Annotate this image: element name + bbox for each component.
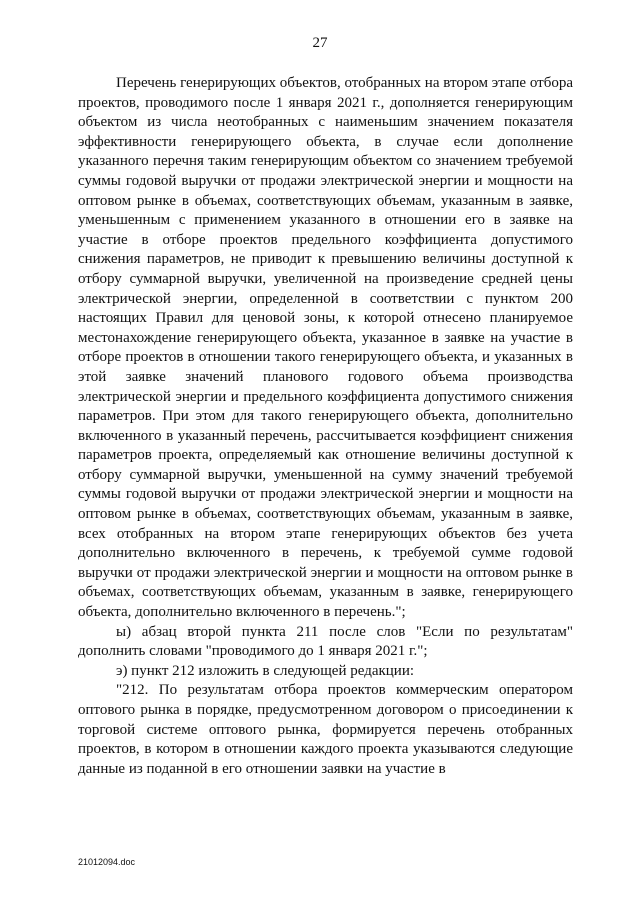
paragraph-point-212: "212. По результатам отбора проектов коммерческим оператором оптового рынка в порядке, предусмотренном договором о присоединении к торговой системе оптового рынка, формируется перечень отобранных проектов, в котором в отношении каждого проекта указываются следующие данные из поданной в его отношении заявки на участие в (78, 682, 573, 777)
footer-file-name: 21012094.doc (78, 857, 136, 867)
paragraph-item-y: ы) абзац второй пункта 211 после слов "Если по результатам" дополнить словами "проводимого до 1 января 2021 г."; (78, 623, 573, 660)
page-number: 27 (312, 35, 328, 51)
paragraph-item-e: э) пункт 212 изложить в следующей редакции: (116, 662, 415, 679)
paragraph-generating-objects-list: Перечень генерирующих объектов, отобранных на втором этапе отбора проектов, проводимого после 1 января 2021 г., дополняется генерирующим объектом из числа неотобранных с наименьшим значением показателя эффективности генерирующего объекта, в случае если дополнение указанного перечня таким генерирующим объектом со значением требуемой суммы годовой выручки от продажи электрической энергии и мощности на оптовом рынке в объемах, соответствующих объемам, указанным в заявке, уменьшенным с применением указанного в отношении его в заявке на участие в отборе проектов предельного коэффициента допустимого снижения параметров, не приводит к превышению величины доступной к отбору суммарной выручки, увеличенной на произведение средней цены электрической энергии, определенной в соответствии с пунктом 200 настоящих Правил для ценовой зоны, к которой отнесено планируемое местонахождение генерирующего объекта, указанное в заявке на участие в отборе проектов в отношении такого генерирующего объекта, и указанных в этой заявке значений планового годового объема производства электрической энергии и предельного коэффициента допустимого снижения параметров. При этом для такого генерирующего объекта, дополнительно включенного в указанный перечень, рассчитывается коэффициент снижения параметров проекта, определяемый как отношение величины доступной к отбору суммарной выручки, уменьшенной на сумму значений требуемой суммы годовой выручки от продажи электрической энергии и мощности на оптовом рынке в объемах, соответствующих объемам, указанным в заявке, всех отобранных на втором этапе генерирующих объектов без учета дополнительно включенного в перечень, к требуемой сумме годовой выручки от продажи электрической энергии и мощности на оптовом рынке в объемах, соответствующих объемам, указанным в заявке, генерирующего объекта, дополнительно включенного в перечень."; (78, 75, 573, 621)
document-body (78, 74, 573, 779)
